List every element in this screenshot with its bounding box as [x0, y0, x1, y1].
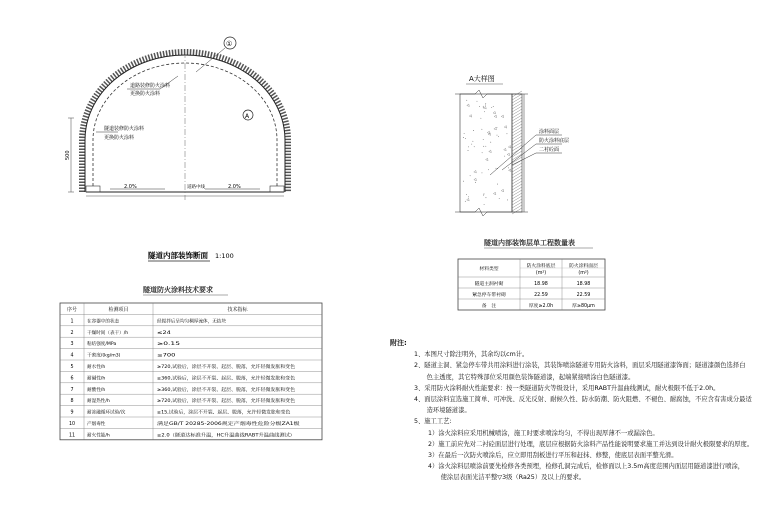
stipple-mark	[507, 133, 508, 134]
hatch-line	[512, 100, 522, 106]
hatch-line	[512, 112, 522, 118]
hatch-line	[512, 133, 522, 139]
req-table-cell: 1	[70, 319, 74, 325]
req-table-cell: ≥0.15	[157, 342, 171, 348]
stipple-mark	[480, 118, 481, 119]
req-table-cell: 在容器中的状态	[87, 319, 120, 325]
qty-table-cell: 22.59	[576, 292, 591, 298]
detail-marker-a-label: A	[245, 113, 250, 120]
label-mid-2: 更换防火涂料	[104, 135, 135, 141]
stipple-mark	[499, 198, 500, 199]
qty-table-cell: 18.98	[576, 281, 591, 287]
stipple-mark	[463, 137, 464, 138]
stipple-mark	[497, 135, 498, 136]
req-table-cell: 干燥时间（表干）/h	[87, 330, 129, 336]
stipple-mark	[466, 100, 467, 101]
req-table-cell: 耐火性能/h	[87, 433, 110, 439]
stipple-mark	[485, 103, 486, 104]
hatch-line	[512, 115, 522, 121]
notes-heading: 附注:	[390, 339, 407, 347]
qty-table-header: 材料类型	[479, 267, 499, 272]
coating-hatch-lines	[512, 91, 522, 214]
stipple-mark	[468, 146, 469, 147]
req-table-cell: ≥15,试验后，涂层不开裂、起层、脱落，允许轻微发胀和变色	[157, 410, 278, 416]
note-item: 色主透度，其它特殊部位采用颜色装饰隧道漆，起端紧接喷涂白色隧道漆。	[414, 373, 635, 381]
req-table-cell: 6	[70, 376, 74, 382]
qty-table-cell: 22.59	[534, 292, 548, 298]
req-table-cell: 耐冻融循环试验/次	[87, 410, 126, 416]
req-table-cell: 粘结强度/MPa	[87, 342, 117, 348]
hatch-line	[512, 154, 522, 160]
stipple-mark	[485, 105, 486, 106]
req-table-cell: 耐酸性/h	[87, 387, 106, 393]
label-top-1: 道路装修防火涂料	[130, 83, 171, 89]
stipple-mark	[491, 107, 492, 108]
hatch-line	[512, 145, 522, 151]
hatch-line	[512, 94, 522, 100]
stipple-mark	[498, 136, 499, 137]
center-line-label: 道路中线	[187, 185, 205, 190]
stipple-mark	[508, 167, 509, 168]
note-sub-item: 4）涂火涂料层喷涂前要先检修各类预埋，检修孔洞完成后，检修面以上3.5m高度范围内面层用隧道漆进行喷涂，	[428, 463, 745, 471]
note-item: 2、隧道主洞、紧急停车带共用涂料进行涂装，其装饰喷涂隧道专用防火涂料，面层采用隧道漆饰面；隧道漆颜色选择白	[414, 362, 746, 370]
stipple-mark	[493, 106, 494, 107]
stipple-mark	[488, 169, 489, 170]
qty-table-cell: 18.98	[534, 281, 548, 287]
hatch-line	[512, 178, 522, 184]
stipple-mark	[463, 181, 464, 182]
req-table-title: 隧道防火涂料技术要求	[143, 286, 213, 294]
tunnel-section	[65, 37, 288, 261]
hatch-line	[512, 109, 522, 115]
detail-label-3: 二衬砼面	[539, 147, 560, 153]
stipple-mark	[482, 152, 483, 153]
hatch-line	[512, 163, 522, 169]
qty-table-title: 隧道内部装饰层单工程数量表	[484, 239, 575, 247]
left-sidewalk	[86, 186, 100, 192]
detail-label-2: 防火涂料底层	[539, 138, 570, 144]
hatch-line	[512, 202, 522, 208]
stipple-mark	[507, 200, 508, 201]
note-sub-item: 2）施工前应先对二衬砼面层进行处理，底层应根据防火涂料产品性能说明要求施工并达到设计耐火极限要求的厚度。	[428, 440, 754, 448]
qty-table-unit: (m²)	[535, 271, 547, 276]
quantity-table	[458, 238, 605, 310]
stipple-mark	[486, 197, 487, 198]
req-table-cell: 2	[70, 330, 74, 336]
stipple-mark	[484, 204, 485, 205]
stipple-mark	[504, 156, 505, 157]
hatch-line	[512, 142, 522, 148]
stipple-mark	[468, 196, 469, 197]
req-table-cell: ≥2.0（隧道达标准升温，HC升温曲线RABT升温曲线测试）	[157, 433, 274, 439]
stipple-mark	[483, 146, 484, 147]
req-table-cell: 5	[70, 365, 74, 370]
detail-a	[455, 74, 569, 216]
hatch-line	[512, 184, 522, 190]
hatch-line	[512, 172, 522, 178]
hatch-line	[512, 181, 522, 187]
note-item: 造环境隧道漆。	[414, 407, 471, 415]
hatch-line	[512, 199, 522, 205]
stipple-mark	[475, 182, 476, 183]
hatch-line	[512, 148, 522, 154]
hatch-line	[512, 196, 522, 202]
note-item: 1、本图尺寸除注明外，其余均以cm计。	[414, 351, 529, 359]
req-table-cell: 3	[70, 342, 74, 348]
label-top-2: 更换防火涂料	[130, 91, 161, 97]
req-table-cell: ≤700	[157, 353, 170, 359]
stipple-mark	[468, 150, 469, 151]
stipple-mark	[473, 130, 474, 131]
req-table-cell: 耐湿热性/h	[87, 399, 110, 405]
stipple-mark	[497, 127, 498, 128]
note-sub-item: 1）涂火涂料应采用机械喷涂，施工时要求喷涂均匀，不得出现厚薄不一或漏涂色。	[428, 429, 659, 437]
note-sub-item: 使涂层表面光洁平整▽3级（Ra25）及以上的要求。	[428, 474, 586, 482]
req-table-cell: 4	[70, 353, 74, 359]
stipple-mark	[474, 146, 475, 147]
qty-table-cell: 备 注	[481, 303, 497, 309]
hatch-line	[512, 103, 522, 109]
hatch-line	[512, 190, 522, 196]
hatch-line	[512, 127, 522, 133]
req-table-cell: 8	[70, 399, 74, 405]
note-sub-item: 3）在最后一次防火喷涂后，应立即用刮板进行平压和赶抹、修整，使底层表面平整光滑。	[428, 452, 678, 460]
stipple-mark	[483, 106, 484, 107]
stipple-mark	[496, 168, 497, 169]
detail-label-1: 涂料面层	[539, 129, 560, 135]
stipple-mark	[483, 107, 484, 108]
section-scale: 1:100	[215, 252, 234, 260]
req-table-cell: 11	[68, 433, 76, 439]
hatch-line	[512, 130, 522, 136]
detail-title: A大样图	[469, 75, 495, 83]
req-table-header: 技术指标	[227, 307, 248, 313]
detail-marker-top-label: ①	[226, 40, 233, 48]
hatch-line	[512, 166, 522, 172]
req-table-cell: ≥360,试验后，涂层不开裂、起层、脱落，允许轻微发胀和变色	[157, 387, 281, 393]
req-table-cell: 10	[68, 422, 76, 427]
hatch-line	[512, 157, 522, 163]
hatch-line	[512, 106, 522, 112]
req-table-cell: 产烟毒性	[87, 422, 106, 427]
hatch-line	[512, 97, 522, 103]
stipple-mark	[465, 201, 466, 202]
note-item: 5、施工工艺:	[414, 418, 452, 426]
req-table-cell: 干密度/(kg/m3)	[87, 353, 121, 359]
req-table-cell: ≤24	[157, 330, 167, 336]
req-table-cell: 满足GB/T 20285-2006规定产烟毒性危险分级ZA1级	[157, 422, 262, 427]
stipple-mark	[497, 184, 498, 185]
dim-left-value: 500	[65, 150, 71, 160]
section-title: 隧道内部装饰断面	[148, 251, 208, 260]
qty-table-cell: 隧道主洞衬砌	[474, 281, 504, 287]
stipple-mark	[477, 101, 478, 102]
hatch-line	[512, 175, 522, 181]
hatch-line	[512, 205, 522, 211]
stipple-mark	[484, 194, 485, 195]
concrete-block	[460, 94, 512, 212]
hatch-line	[512, 136, 522, 142]
stipple-mark	[483, 195, 484, 196]
stipple-mark	[479, 106, 480, 107]
req-table-cell: 耐碱性/h	[87, 376, 106, 382]
right-sidewalk	[270, 186, 284, 192]
req-table-cell: 经搅拌后呈均匀稠厚流体，无结块	[157, 319, 223, 325]
hatch-line	[512, 193, 522, 199]
req-table-cell: 9	[70, 410, 74, 416]
stipple-mark	[471, 144, 472, 145]
req-table-cell: ≥720,试验后，涂层不开裂、起层、脱落，允许轻微发胀和变色	[157, 399, 281, 405]
qty-table-unit: (m²)	[578, 271, 589, 276]
slope-left-label: 2.0%	[124, 184, 137, 190]
stipple-mark	[465, 138, 466, 139]
stipple-mark	[484, 111, 485, 112]
req-table-cell: 耐水性/h	[87, 365, 106, 370]
label-mid-1: 隧道装修防火涂料	[104, 126, 145, 132]
hatch-line	[512, 121, 522, 127]
note-item: 4、面层涂料宜选施工简单、可冲洗、反光反射、耐候久性、防水防潮、防火阻燃、不褪色、耐腐蚀，不应含有害成分最适	[414, 396, 752, 404]
hatch-line	[512, 208, 522, 214]
stipple-mark	[485, 146, 486, 147]
hatch-line	[512, 118, 522, 124]
requirements-table	[60, 285, 322, 440]
stipple-mark	[490, 142, 491, 143]
stipple-mark	[481, 129, 482, 130]
req-table-cell: ≥720,试验后，涂层不开裂、起层、脱落，允许轻微发胀和变色	[157, 365, 281, 370]
req-table-header: 检测项目	[108, 307, 129, 313]
stipple-mark	[466, 194, 467, 195]
qty-table-header: 防火涂料面层	[569, 264, 598, 269]
qty-table-header: 防火涂料底层	[526, 264, 556, 269]
req-table-header: 序号	[66, 307, 78, 313]
notes-block	[384, 338, 754, 484]
qty-table-cell: 厚度≥2.0h	[528, 303, 554, 309]
stipple-mark	[483, 139, 484, 140]
stipple-mark	[464, 133, 465, 134]
qty-table-cell: 厚≥80μm	[572, 303, 595, 309]
hatch-line	[512, 139, 522, 145]
stipple-mark	[470, 175, 471, 176]
stipple-mark	[472, 141, 473, 142]
req-table-cell: 7	[70, 387, 74, 393]
slope-right-label: 2.0%	[228, 184, 241, 190]
note-item: 3、采用防火涂料耐火性能要求：按一类隧道防火等级设计，采用RABT升温曲线测试，耐火极限不低于2.0h。	[414, 384, 720, 392]
req-table-cell: ≥360,试验后，涂层不开裂、起层、脱落，允许轻微发胀和变色	[157, 376, 281, 382]
hatch-line	[512, 187, 522, 193]
stipple-mark	[482, 173, 483, 174]
hatch-line	[512, 169, 522, 175]
hatch-line	[512, 124, 522, 130]
qty-table-cell: 紧急停车带衬砌	[472, 292, 506, 298]
